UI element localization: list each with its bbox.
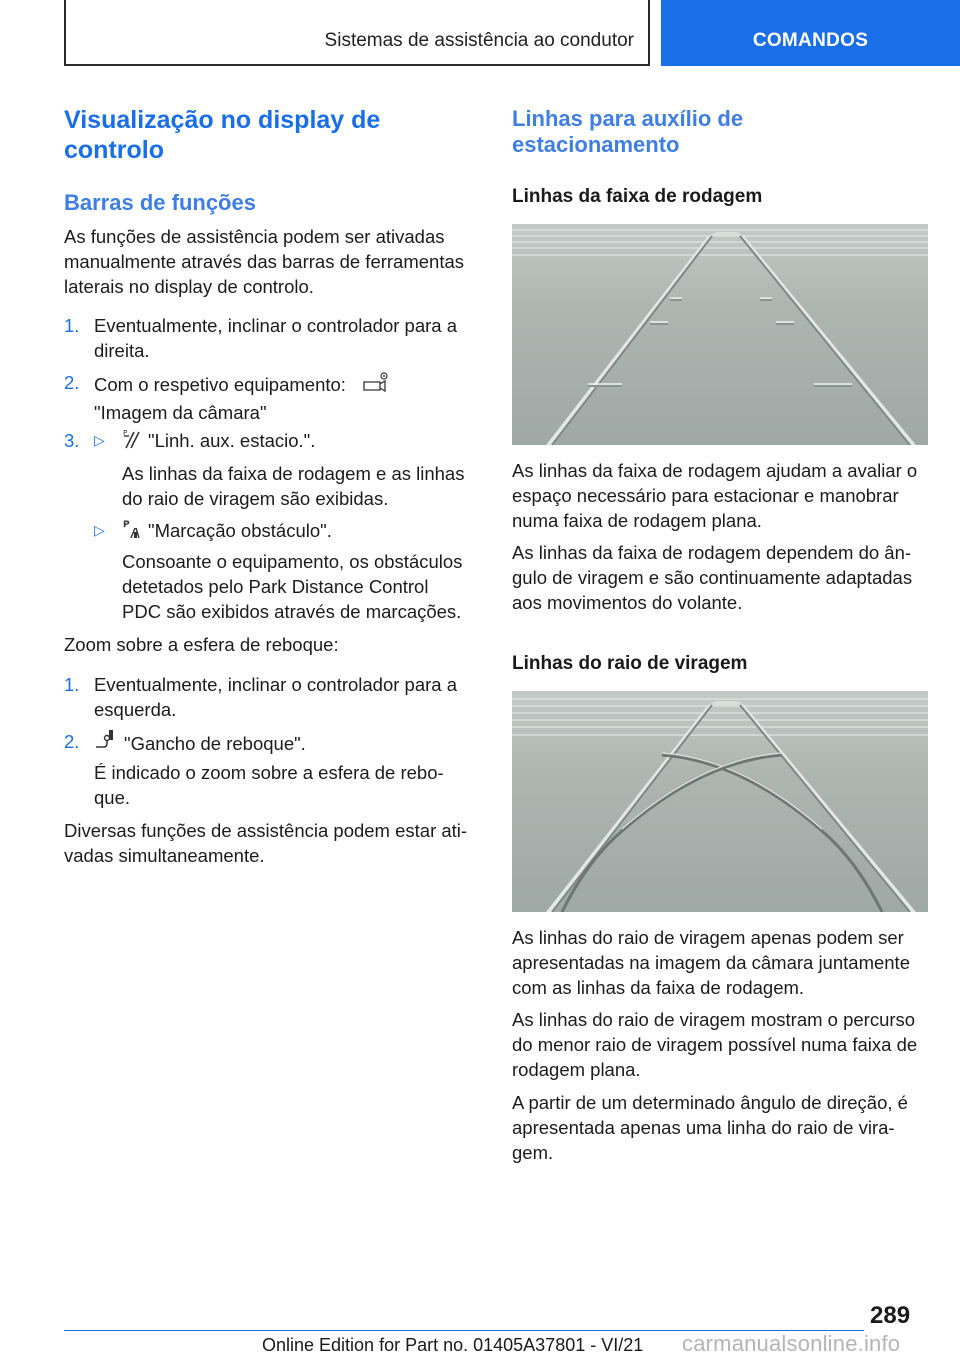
turning-radius-camera-image [512, 691, 928, 912]
parking-lines-icon [122, 428, 142, 456]
page-number: 289 [870, 1302, 911, 1329]
parking-lines-option: P "Linh. aux. estacio.". [122, 428, 315, 456]
turning-radius-paragraph-3: A partir de um determinado ângulo de direção, é apresentada apenas uma linha do raio de vira- gem. [512, 1092, 908, 1163]
step-number: 1. [64, 315, 80, 336]
step-text: Eventualmente, inclinar o controlador para a direita. [94, 315, 458, 361]
closing-paragraph: Diversas funções de assistência podem estar ati- vadas simultaneamente. [64, 820, 468, 866]
header-chapter-label: COMANDOS [752, 30, 869, 51]
bullet-triangle: ▷ [94, 432, 105, 448]
tow-hook-option: "Gancho de reboque". [94, 729, 306, 759]
footer-edition: Online Edition for Part no. 01405A37801 - VI/21 [262, 1335, 644, 1355]
obstacle-marking-description: Consoante o equipamento, os obstáculos detetados pelo Park Distance Control PDC são exibidos através de marcações. [122, 551, 463, 622]
step-text: Com o respetivo equipamento: "Imagem da câmara" [94, 370, 397, 425]
step-number: 2. [64, 731, 80, 752]
header-frame [64, 0, 650, 66]
watermark: carmanualsonline.info [682, 1331, 901, 1356]
svg-text:P: P [123, 520, 130, 530]
right-title: Linhas para auxílio de estacionamento [512, 106, 744, 157]
zoom-intro: Zoom sobre a esfera de reboque: [64, 634, 339, 655]
step-number: 2. [64, 372, 80, 393]
header-chapter-tab[interactable] [661, 0, 960, 66]
turning-radius-paragraph-1: As linhas do raio de viragem apenas podem ser apresentadas na imagem da câmara juntamente com as linhas da faixa de rodagem. [512, 927, 910, 998]
step-number: 1. [64, 674, 80, 695]
left-title: Visualização no display de controlo [64, 106, 381, 164]
parking-lines-description: As linhas da faixa de rodagem e as linhas do raio de viragem são exibidas. [122, 463, 465, 509]
header-section-title: Sistemas de assistência ao condutor [324, 30, 634, 51]
turning-radius-heading: Linhas do raio de viragem [512, 653, 748, 674]
tow-hook-icon [94, 729, 118, 759]
svg-text:P: P [123, 429, 128, 437]
step-text: Eventualmente, inclinar o controlador para a esquerda. [94, 674, 458, 720]
left-intro: As funções de assistência podem ser ativadas manualmente através das barras de ferramentas laterais no display de controlo. [64, 226, 465, 297]
obstacle-marking-icon [122, 518, 142, 546]
step-number: 3. [64, 430, 80, 451]
left-subtitle: Barras de funções [64, 190, 256, 215]
lane-lines-paragraph-2: As linhas da faixa de rodagem dependem do ân- gulo de viragem e são continuamente adaptadas aos movimentos do volante. [512, 542, 913, 613]
tow-hook-description: É indicado o zoom sobre a esfera de rebo- que. [94, 762, 444, 808]
lane-lines-paragraph-1: As linhas da faixa de rodagem ajudam a avaliar o espaço necessário para estacionar e manobrar numa faixa de rodagem plana. [512, 460, 918, 531]
turning-radius-paragraph-2: As linhas do raio de viragem mostram o percurso do menor raio de viragem possível numa faixa de rodagem plana. [512, 1009, 918, 1080]
lane-lines-camera-image [512, 224, 928, 445]
camera-settings-icon [361, 370, 391, 400]
lane-lines-heading: Linhas da faixa de rodagem [512, 186, 763, 207]
obstacle-marking-option: P "Marcação obstáculo". [122, 518, 332, 546]
bullet-triangle: ▷ [94, 522, 105, 538]
